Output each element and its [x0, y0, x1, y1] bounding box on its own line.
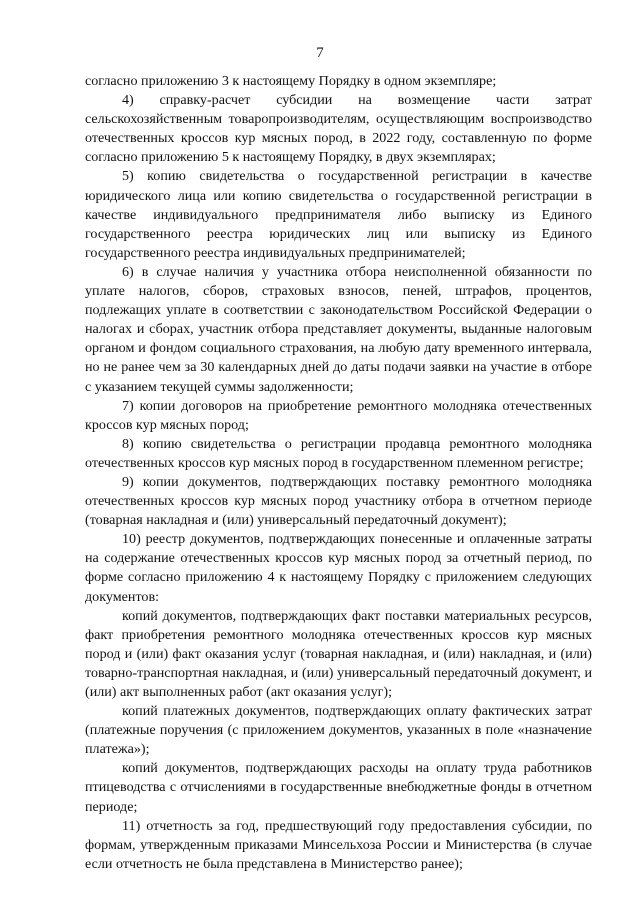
- paragraph-continuation: согласно приложению 3 к настоящему Порядку в одном экземпляре;: [85, 73, 497, 89]
- sub-item-labor-costs-documents: копий документов, подтверждающих расходы на оплату труда работников птицеводства с отчислениями в государственные внебюджетные фонды в отчетном периоде;: [85, 760, 592, 815]
- document-body: [85, 72, 592, 874]
- list-item-8: 8) копию свидетельства о регистрации продавца ремонтного молодняка отечественных кроссов кур мясных пород в государственном племенном регистре;: [85, 435, 592, 471]
- sub-item-payment-documents: копий платежных документов, подтверждающих оплату фактических затрат (платежные поручения (с приложением документов, указанных в поле «назначение платежа»);: [85, 703, 592, 758]
- list-item-10: 10) реестр документов, подтверждающих понесенные и оплаченные затраты на содержание отечественных кроссов кур мясных пород за отчетный период, по форме согласно приложению 4 к настоящему Порядку с приложением следующих документов:: [85, 531, 592, 605]
- list-item-6: 6) в случае наличия у участника отбора неисполненной обязанности по уплате налогов, сборов, страховых взносов, пеней, штрафов, процентов, подлежащих уплате в соответствии с законодательством Российской Федерации о налогах и сборах, участник отбора представляет документы, выданные налоговым органом и фондом социального страхования, на любую дату временного интервала, но не ранее чем за 30 календарных дней до даты подачи заявки на участие в отборе с указанием текущей суммы задолженности;: [85, 263, 592, 395]
- list-item-9: 9) копии документов, подтверждающих поставку ремонтного молодняка отечественных кроссов кур мясных пород участнику отбора в отчетном периоде (товарная накладная и (или) универсальный передаточный документ);: [85, 473, 592, 529]
- page-number: 7: [316, 45, 324, 61]
- list-item-11: 11) отчетность за год, предшествующий году предоставления субсидии, по формам, утвержденным приказами Минсельхоза России и Министерства (в случае если отчетность не была представлена в Министерство ранее);: [85, 817, 592, 872]
- list-item-5: 5) копию свидетельства о государственной регистрации в качестве юридического лица или копию свидетельства о государственной регистрации в качестве индивидуального предпринимателя либо выписку из Единого государственного реестра юридических лиц или выписку из Единого государственного реестра индивидуальных предпринимателей;: [85, 168, 592, 261]
- sub-item-supply-documents: копий документов, подтверждающих факт поставки материальных ресурсов, факт приобретения ремонтного молодняка отечественных кроссов кур мясных пород и (или) факт оказания услуг (товарная накладная, и (или) накладная, и (или) товарно-транспортная накладная, и (или) универсальный передаточный документ, и (или) акт выполненных работ (акт оказания услуг);: [85, 607, 592, 700]
- list-item-7: 7) копии договоров на приобретение ремонтного молодняка отечественных кроссов кур мясных пород;: [85, 397, 592, 433]
- list-item-4: 4) справку-расчет субсидии на возмещение части затрат сельскохозяйственным товаропроизводителям, осуществляющим воспроизводство отечественных кроссов кур мясных пород, в 2022 году, составленную по форме согласно приложению 5 к настоящему Порядку, в двух экземплярах;: [85, 92, 592, 166]
